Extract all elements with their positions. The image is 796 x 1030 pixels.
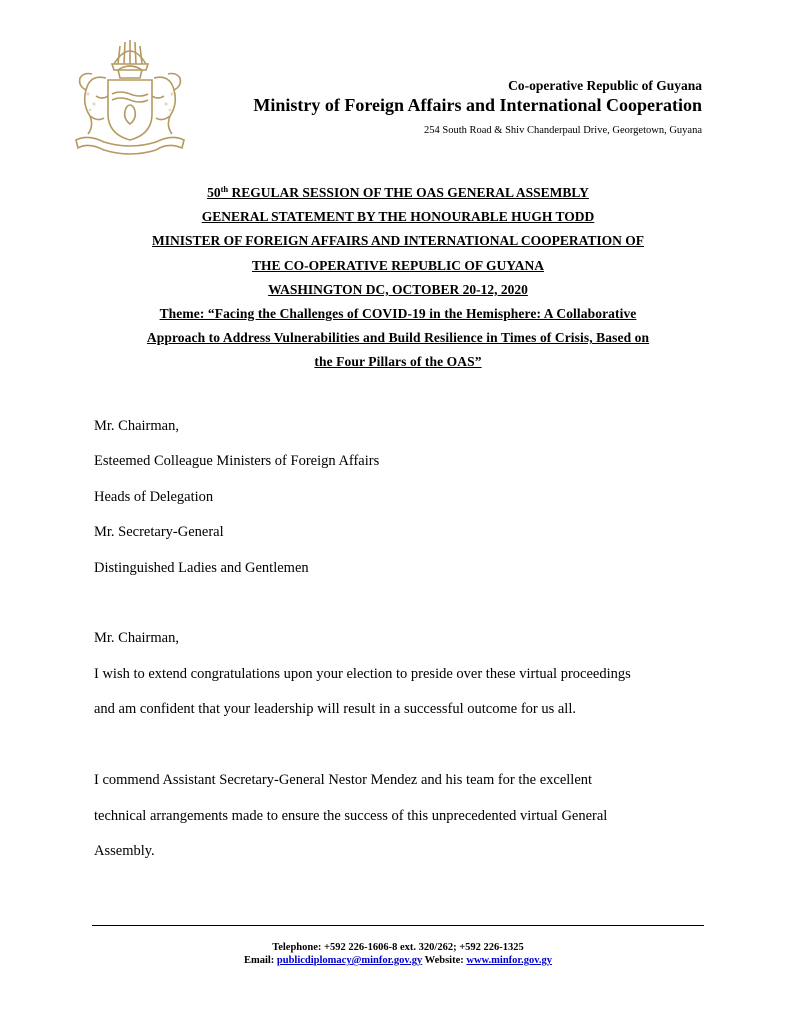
salutation: Heads of Delegation xyxy=(94,489,214,505)
footer-telephone: Telephone: +592 226-1606-8 ext. 320/262; +592 226-1325 xyxy=(272,942,524,953)
country-name: Co-operative Republic of Guyana xyxy=(508,78,702,93)
location-date: WASHINGTON DC, OCTOBER 20-12, 2020 xyxy=(268,281,528,297)
salutation: Mr. Chairman, xyxy=(94,418,179,434)
paragraph-line: I commend Assistant Secretary-General Nestor Mendez and his team for the excellent xyxy=(94,772,593,788)
footer xyxy=(92,941,704,967)
email-link[interactable]: publicdiplomacy@minfor.gov.gy xyxy=(276,955,423,966)
salutation: Esteemed Colleague Ministers of Foreign Affairs xyxy=(94,453,380,469)
ministry-name: Ministry of Foreign Affairs and International Cooperation xyxy=(253,95,702,115)
session-title: 50th REGULAR SESSION OF THE OAS GENERAL ASSEMBLY xyxy=(207,184,589,200)
paragraph-line: technical arrangements made to ensure the success of this unprecedented virtual General xyxy=(94,808,608,824)
paragraph-line: I wish to extend congratulations upon your election to preside over these virtual proceedings xyxy=(94,666,631,682)
paragraph-line: and am confident that your leadership will result in a successful outcome for us all. xyxy=(94,701,576,717)
paragraph-line: Assembly. xyxy=(94,843,155,859)
guyana-coat-of-arms-icon xyxy=(68,34,192,158)
theme-line: Theme: “Facing the Challenges of COVID-19 in the Hemisphere: A Collaborative xyxy=(159,306,637,322)
statement-heading: GENERAL STATEMENT BY THE HONOURABLE HUGH TODD xyxy=(201,209,595,225)
salutation: Distinguished Ladies and Gentlemen xyxy=(94,560,309,576)
footer-contact: Email: publicdiplomacy@minfor.gov.gy Website: www.minfor.gov.gy xyxy=(243,955,553,966)
website-link[interactable]: www.minfor.gov.gy xyxy=(466,955,553,966)
statement-title xyxy=(90,181,706,375)
letterhead xyxy=(253,77,702,138)
theme-line: the Four Pillars of the OAS” xyxy=(314,354,482,370)
salutation: Mr. Secretary-General xyxy=(94,524,224,540)
theme-line: Approach to Address Vulnerabilities and Build Resilience in Times of Crisis, Based on xyxy=(146,330,650,346)
country-title: THE CO-OPERATIVE REPUBLIC OF GUYANA xyxy=(251,257,545,273)
footer-divider xyxy=(92,925,704,926)
ministry-address: 254 South Road & Shiv Chanderpaul Drive, Georgetown, Guyana xyxy=(423,125,702,136)
salutation: Mr. Chairman, xyxy=(94,630,179,646)
minister-title: MINISTER OF FOREIGN AFFAIRS AND INTERNATIONAL COOPERATION OF xyxy=(152,233,644,249)
